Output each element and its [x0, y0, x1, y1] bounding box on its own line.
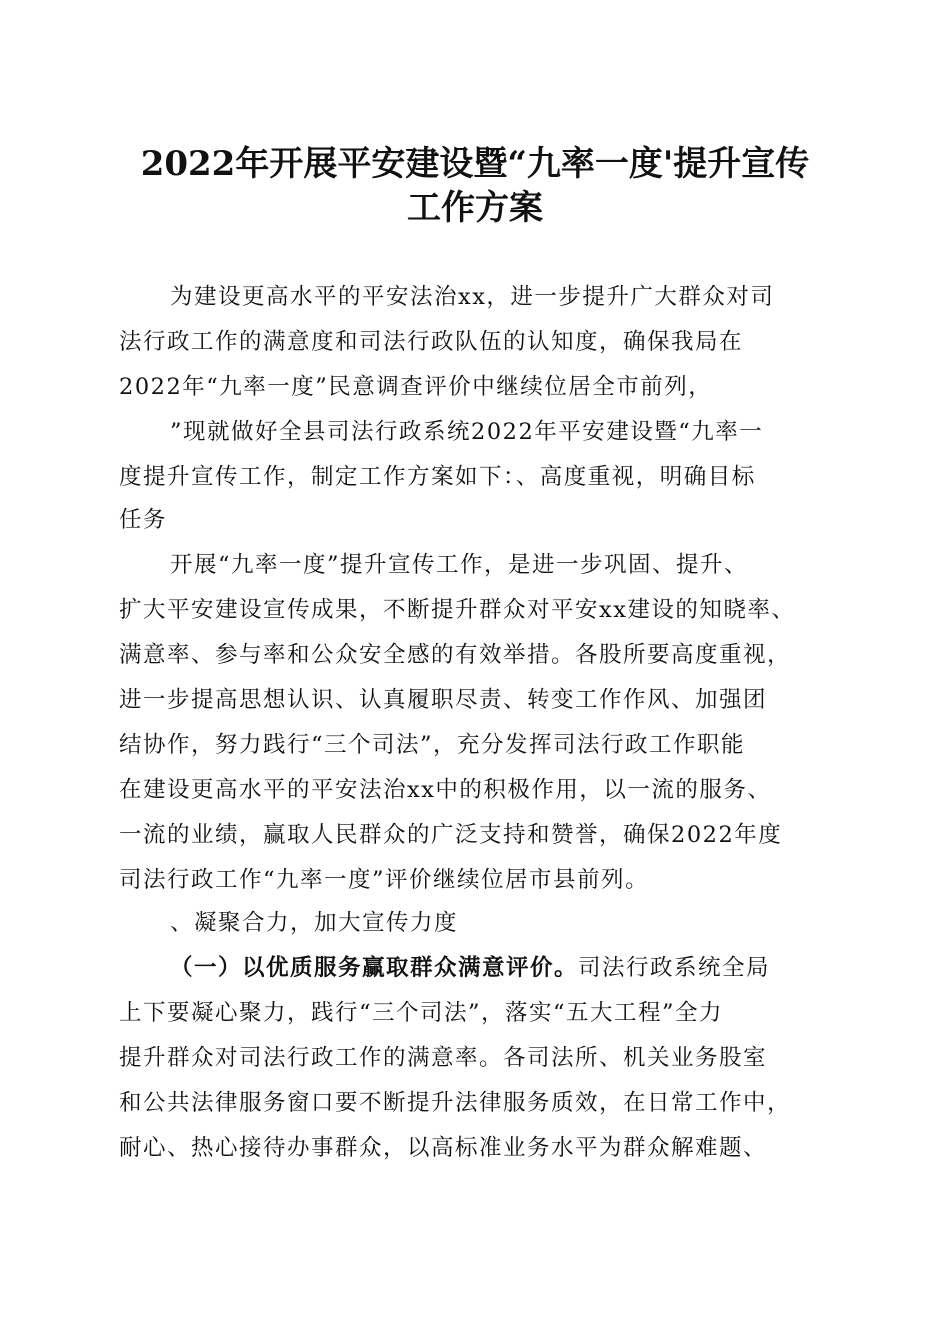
body-line-7: 开展“九率一度”提升宣传工作，是进一步巩固、提升、	[170, 552, 749, 578]
body-line-2: 法行政工作的满意度和司法行政队伍的认知度，确保我局在	[119, 329, 744, 355]
body-line-14: 司法行政工作“九率一度”评价继续位居市县前列。	[119, 867, 650, 893]
body-line-16-rest: 司法行政系统全局	[578, 955, 771, 981]
body-line-10: 进一步提高思想认识、认真履职尽责、转变工作作风、加强团	[119, 687, 768, 713]
section-heading-2: 、凝聚合力，加大宣传力度	[170, 910, 459, 936]
body-line-8: 扩大平安建设宣传成果，不断提升群众对平安xx建设的知晓率、	[119, 597, 796, 623]
body-line-18: 提升群众对司法行政工作的满意率。各司法所、机关业务股室	[119, 1045, 768, 1071]
body-line-6: 任务	[119, 507, 168, 533]
body-line-20: 耐心、热心接待办事群众，以高标准业务水平为群众解难题、	[119, 1135, 768, 1161]
document-title-line-2: 工作方案	[407, 188, 543, 228]
body-line-3: 2022年“九率一度”民意调查评价中继续位居全市前列，	[119, 374, 713, 400]
body-line-9: 满意率、参与率和公众安全感的有效举措。各股所要高度重视，	[119, 642, 792, 668]
body-line-11: 结协作，努力践行“三个司法”，充分发挥司法行政工作职能	[119, 732, 746, 758]
body-line-1: 为建设更高水平的平安法治xx，进一步提升广大群众对司	[170, 284, 775, 310]
body-line-12: 在建设更高水平的平安法治xx中的积极作用，以一流的服务、	[119, 777, 772, 803]
body-line-5: 度提升宣传工作，制定工作方案如下：、高度重视，明确目标	[119, 464, 756, 490]
body-line-19: 和公共法律服务窗口要不断提升法律服务质效，在日常工作中，	[119, 1090, 792, 1116]
body-line-13: 一流的业绩，赢取人民群众的广泛支持和赞誉，确保2022年度	[119, 822, 783, 848]
subsection-heading-1: （一）以优质服务赢取群众满意评价。	[170, 955, 579, 981]
body-line-16	[170, 948, 831, 988]
body-line-17: 上下要凝心聚力，践行“三个司法”，落实“五大工程”全力	[119, 1000, 724, 1026]
body-line-4: ”现就做好全县司法行政系统2022年平安建设暨“九率一	[170, 419, 764, 445]
document-title-line-1: 2022年开展平安建设暨“九率一度'提升宣传	[140, 144, 810, 184]
